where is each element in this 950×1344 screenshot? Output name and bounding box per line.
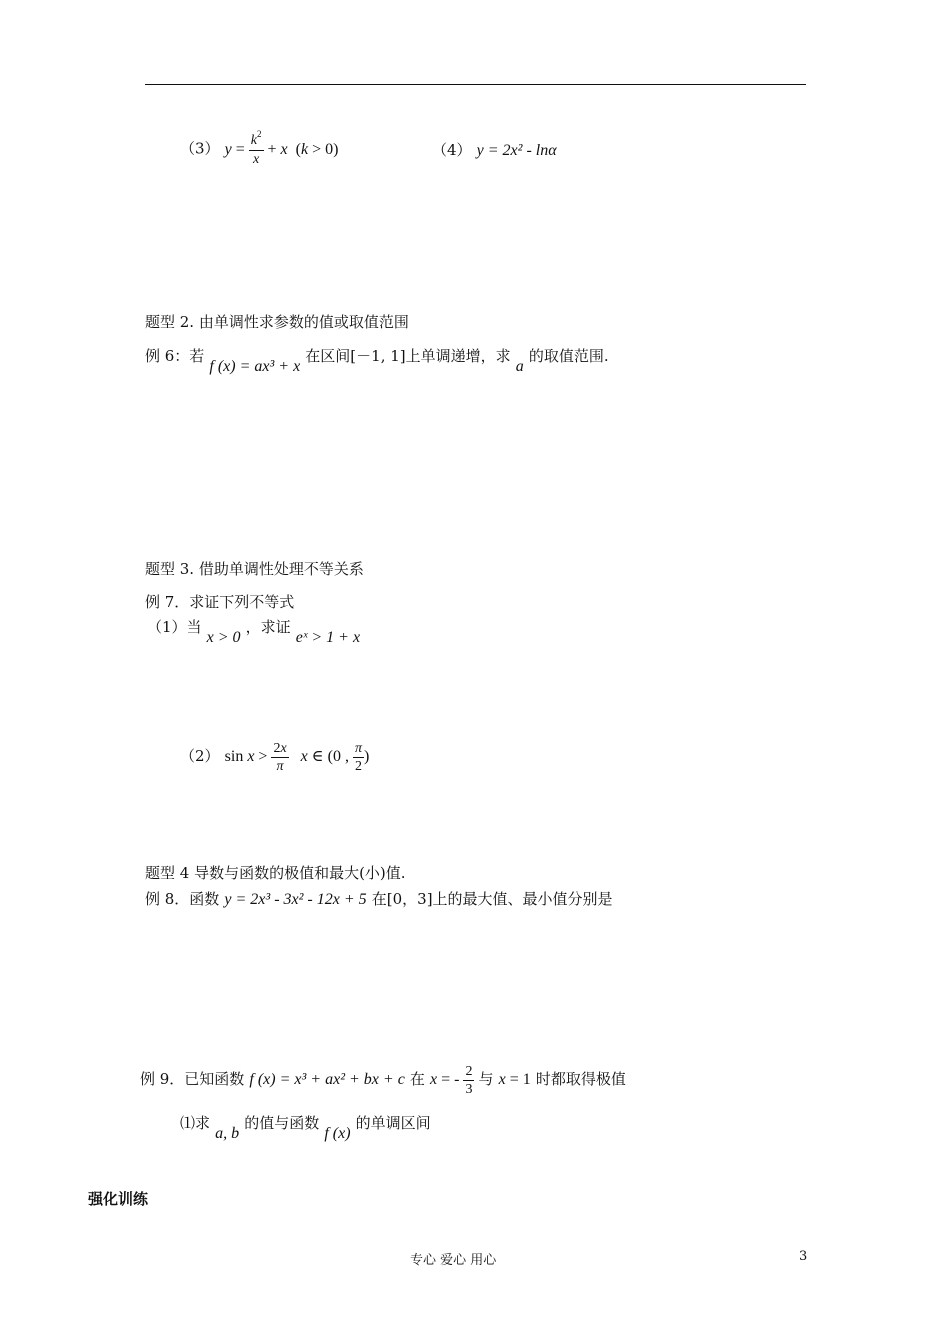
- problem-4-label: （4）: [432, 141, 472, 159]
- problem-3: [180, 129, 339, 168]
- type2-heading: 题型 2. 由单调性求参数的值或取值范围: [145, 313, 409, 331]
- footer-center: 专心 爱心 用心: [410, 1253, 497, 1268]
- ex9-x1: x = - $\frac{2}{3}$: [430, 1064, 473, 1097]
- ex8-func: y = 2x³ - 3x² - 12x + 5: [224, 891, 367, 908]
- ex9-x2: x = 1: [498, 1071, 531, 1089]
- ex9-func: f (x) = x³ + ax² + bx + c: [249, 1071, 405, 1089]
- ex7-part2: [180, 740, 369, 775]
- ex6-prefix: 例 6：若: [145, 347, 205, 365]
- ex7-p2-label: （2）: [180, 747, 220, 766]
- ex9-mid: 在: [409, 1070, 425, 1089]
- ex6-func: f (x) = ax³ + x: [209, 358, 301, 375]
- problem-3-expr: y = $\frac{k^2}{x}$ + x (k > 0): [224, 129, 339, 167]
- ex7-p1-cond: x > 0: [206, 629, 241, 646]
- ex7-part1: [147, 616, 361, 646]
- problem-4-expr: y = 2x² - lnα: [476, 142, 557, 159]
- ex9-p1-label: ⑴求: [180, 1114, 211, 1132]
- ex9-p1-vars: a, b: [215, 1125, 240, 1142]
- ex9-p1-mid: 的值与函数: [244, 1114, 320, 1132]
- ex7-p2-expr: sin x > $\frac{2x}{\pi}$ x ∈ (0 , $\frac{\pi}{2}$ ): [224, 741, 370, 774]
- example-8: [145, 888, 613, 909]
- page-number: 3: [799, 1249, 808, 1264]
- problem-4: [432, 139, 557, 160]
- ex6-mid: 在区间[－1, 1]上单调递增，求: [305, 347, 511, 365]
- type4-heading: 题型 4 导数与函数的极值和最大(小)值.: [145, 864, 406, 882]
- problem-3-label: （3）: [180, 139, 220, 158]
- ex9-part1: [180, 1112, 431, 1142]
- ex7-p1-label: （1）当: [147, 618, 202, 636]
- ex7-p1-ineq: eˣ > 1 + x: [295, 629, 361, 646]
- ex6-var: a: [515, 358, 524, 375]
- ex9-suffix: 时都取得极值: [535, 1070, 626, 1089]
- ex8-prefix: 例 8．函数: [145, 890, 220, 908]
- ex9-p1-func: f (x): [324, 1125, 351, 1142]
- ex9-prefix: 例 9．已知函数: [140, 1070, 245, 1089]
- ex9-mid2: 与: [478, 1070, 494, 1089]
- type3-heading: 题型 3. 借助单调性处理不等关系: [145, 560, 364, 578]
- ex7-title: 例 7．求证下列不等式: [145, 593, 295, 611]
- example-6: [145, 345, 609, 375]
- ex9-p1-suffix: 的单调区间: [355, 1114, 431, 1132]
- example-9: [140, 1063, 626, 1098]
- ex6-suffix: 的取值范围.: [528, 347, 609, 365]
- ex7-p1-mid: ，求证: [245, 618, 291, 636]
- ex8-suffix: 在[0，3]上的最大值、最小值分别是: [371, 890, 613, 908]
- section-title: 强化训练: [88, 1190, 149, 1208]
- header-rule: [145, 84, 806, 85]
